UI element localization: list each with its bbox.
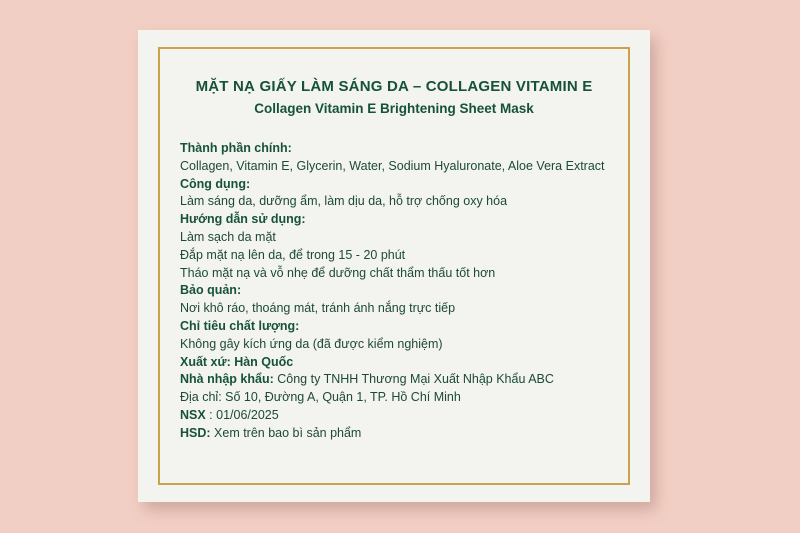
- expiry-text: Xem trên bao bì sản phẩm: [210, 425, 362, 440]
- expiry-heading: HSD:: [180, 425, 211, 440]
- product-title: MẶT NẠ GIẤY LÀM SÁNG DA – COLLAGEN VITAMIN E: [195, 78, 593, 95]
- storage-heading: Bảo quản:: [180, 283, 242, 298]
- origin-text: Xuất xứ: Hàn Quốc: [180, 354, 294, 369]
- ingredients-text: Collagen, Vitamin E, Glycerin, Water, Sodium Hyaluronate, Aloe Vera Extract: [180, 158, 605, 173]
- uses-text: Làm sáng da, dưỡng ẩm, làm dịu da, hỗ trợ chống oxy hóa: [180, 194, 508, 209]
- importer-row: [180, 371, 610, 389]
- mfg-date: : 01/06/2025: [205, 407, 279, 422]
- ingredients-heading: Thành phần chính:: [180, 141, 292, 155]
- product-label-card: [138, 30, 650, 502]
- direction-step: Làm sạch da mặt: [180, 229, 276, 244]
- mfg-row: [180, 407, 610, 425]
- expiry-row: [180, 425, 610, 443]
- direction-step: Tháo mặt nạ và vỗ nhẹ để dưỡng chất thẩm thấu tốt hơn: [180, 265, 496, 280]
- storage-text: Nơi khô ráo, thoáng mát, tránh ánh nắng trực tiếp: [180, 301, 456, 316]
- importer-heading: Nhà nhập khẩu:: [180, 372, 274, 387]
- direction-step: Đắp mặt nạ lên da, để trong 15 - 20 phút: [180, 247, 406, 262]
- importer-text: Công ty TNHH Thương Mại Xuất Nhập Khẩu ABC: [273, 372, 554, 387]
- quality-heading: Chỉ tiêu chất lượng:: [180, 318, 300, 333]
- product-subtitle: Collagen Vitamin E Brightening Sheet Mask: [254, 101, 534, 116]
- quality-text: Không gây kích ứng da (đã được kiểm nghiệm): [180, 336, 443, 351]
- label-body: [180, 140, 610, 443]
- uses-heading: Công dụng:: [180, 176, 251, 191]
- mfg-heading: NSX: [180, 407, 206, 422]
- importer-address: Địa chỉ: Số 10, Đường A, Quận 1, TP. Hồ Chí Minh: [180, 390, 461, 405]
- directions-heading: Hướng dẫn sử dụng:: [180, 212, 306, 227]
